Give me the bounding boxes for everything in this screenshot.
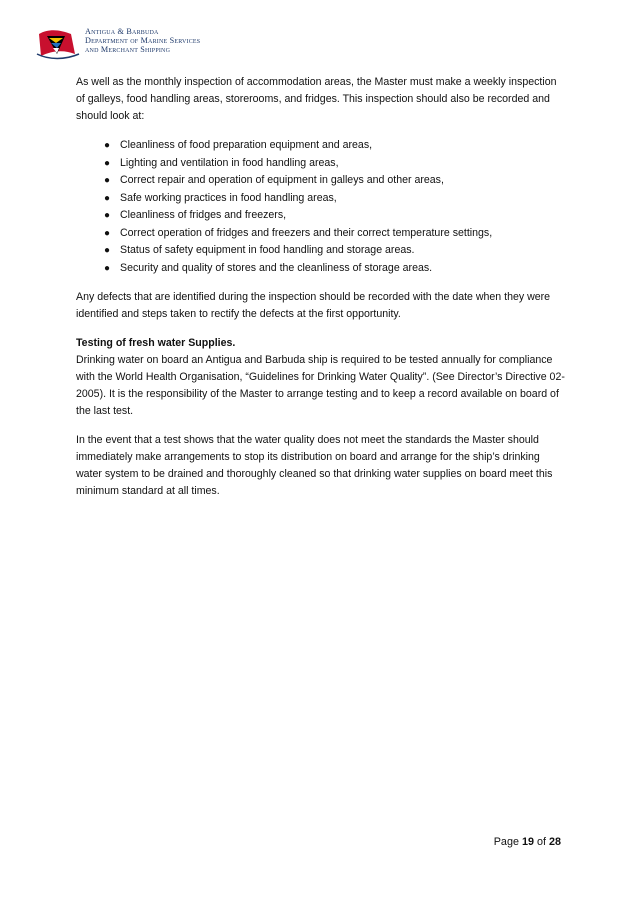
list-item-text: Safe working practices in food handling areas, <box>120 191 337 204</box>
document-body <box>76 74 566 500</box>
list-item <box>104 207 566 225</box>
bullet-icon: ● <box>104 227 111 239</box>
list-item-text: Correct operation of fridges and freezers and their correct temperature settings, <box>120 226 493 239</box>
defects-paragraph: Any defects that are identified during the inspection should be recorded with the date when they were identified and steps taken to rectify the defects at the first opportunity. <box>76 291 551 320</box>
page-label: Page <box>493 836 519 848</box>
total-pages-number: 28 <box>548 836 561 848</box>
bullet-icon: ● <box>104 175 111 186</box>
list-item-text: Correct repair and operation of equipment in galleys and other areas, <box>120 174 444 186</box>
of-label: of <box>536 836 546 848</box>
logo-wordmark <box>85 27 200 54</box>
flag-emblem-icon <box>35 24 83 62</box>
inspection-checklist <box>76 137 566 277</box>
water-testing-paragraph: Drinking water on board an Antigua and Barbuda ship is required to be tested annually for compliance with the World Health Organisation, “Guidelines for Drinking Water Quality”. (See Director’s Directive 02-2005). It is the responsibility of the Master to arrange testing and to keep a record available on board of the last test. <box>76 354 565 417</box>
list-item <box>104 190 566 208</box>
list-item-text: Status of safety equipment in food handling and storage areas. <box>120 244 415 256</box>
department-logo <box>35 24 215 62</box>
list-item <box>104 137 566 155</box>
bullet-icon: ● <box>104 245 111 256</box>
list-item <box>104 155 566 173</box>
list-item-text: Cleanliness of fridges and freezers, <box>120 209 287 221</box>
page-number <box>494 836 561 848</box>
bullet-icon: ● <box>104 157 111 169</box>
list-item <box>104 172 566 190</box>
water-quality-paragraph: In the event that a test shows that the water quality does not meet the standards the Master should immediately make arrangements to stop its distribution on board and arrange for the ship’s drinking water system to be drained and thoroughly cleaned so that drinking water supplies on board meet this minimum standard at all times. <box>76 434 553 497</box>
list-item <box>104 242 566 260</box>
list-item-text: Security and quality of stores and the cleanliness of storage areas. <box>120 261 433 274</box>
bullet-icon: ● <box>104 140 111 151</box>
section-heading: Testing of fresh water Supplies. <box>76 337 236 349</box>
list-item-text: Cleanliness of food preparation equipment and areas, <box>120 139 373 151</box>
bullet-icon: ● <box>104 262 111 274</box>
bullet-icon: ● <box>104 192 111 204</box>
bullet-icon: ● <box>104 210 111 221</box>
intro-paragraph: As well as the monthly inspection of accommodation areas, the Master must make a weekly inspection of galleys, food handling areas, storerooms, and fridges. This inspection should also be recorded and should look at: <box>76 76 557 122</box>
list-item <box>104 225 566 243</box>
current-page-number: 19 <box>521 836 534 848</box>
list-item-text: Lighting and ventilation in food handling areas, <box>120 156 339 169</box>
logo-line-2: Department of Marine Services <box>85 36 201 45</box>
list-item <box>104 260 566 278</box>
logo-line-3: and Merchant Shipping <box>85 45 171 54</box>
logo-line-1: Antigua & Barbuda <box>85 27 159 36</box>
